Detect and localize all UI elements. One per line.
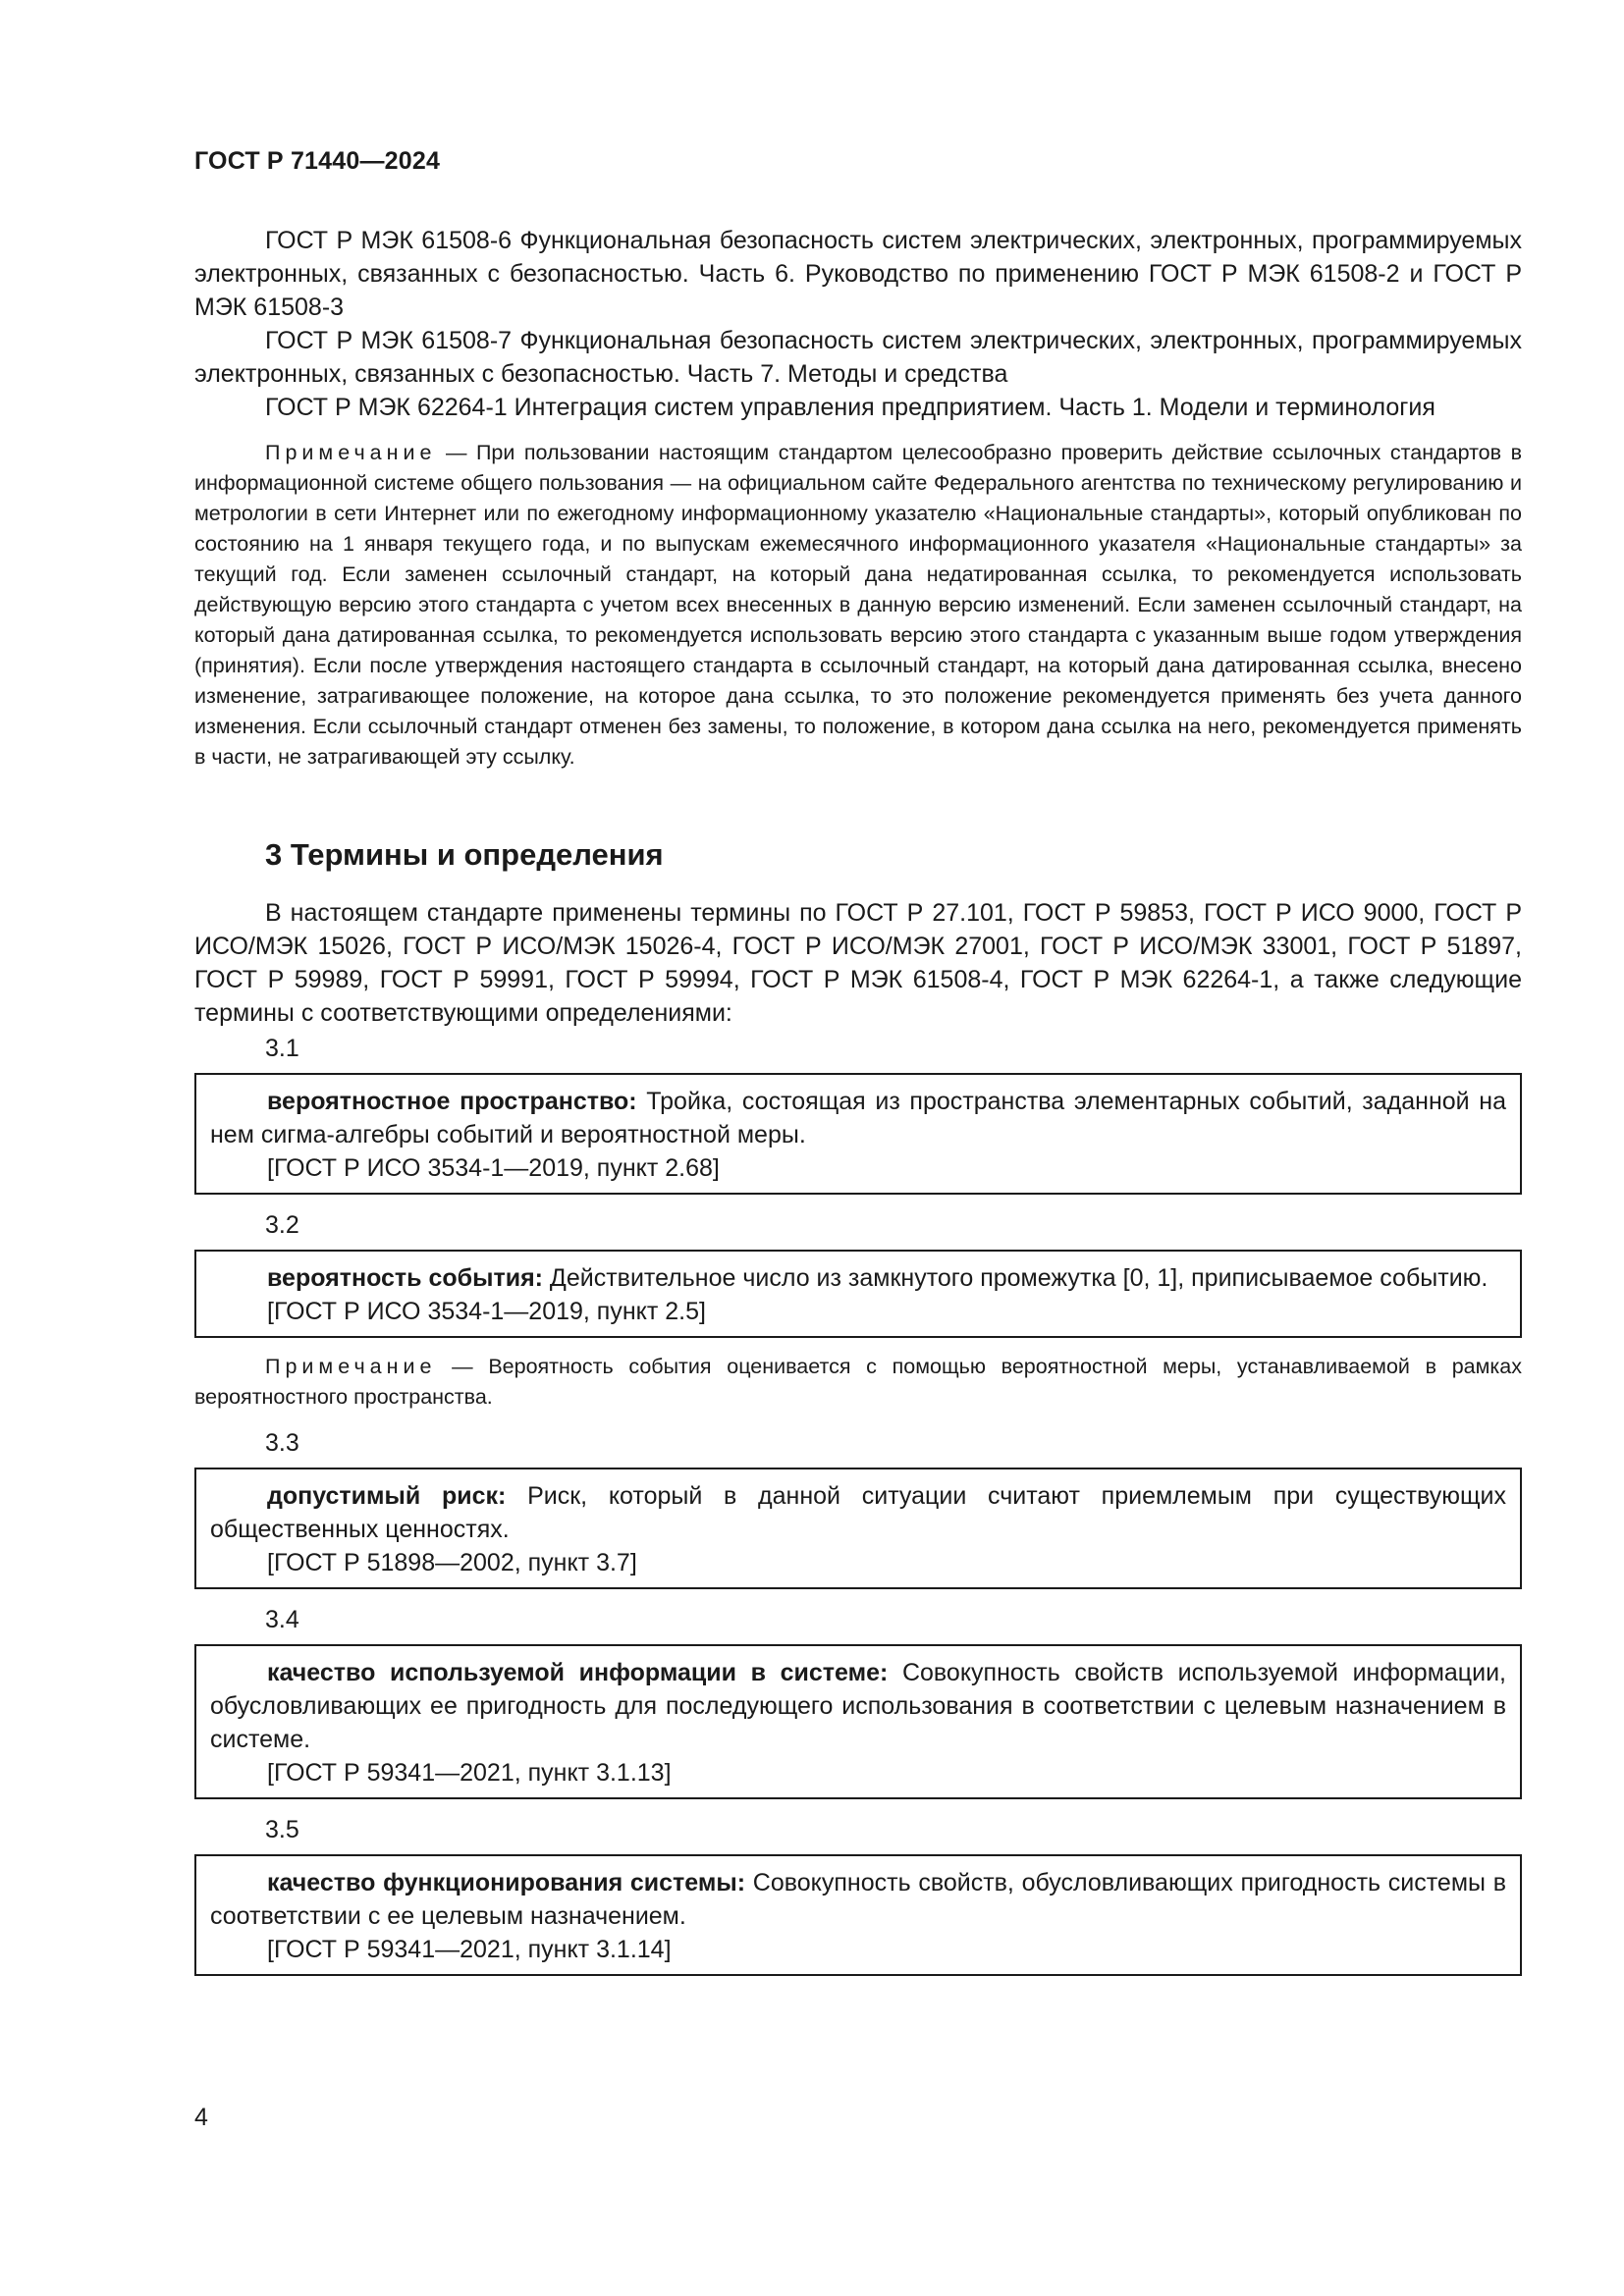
term-name: вероятностное пространство: <box>267 1088 637 1115</box>
term-definition <box>210 1656 1506 1756</box>
term-source: [ГОСТ Р 59341—2021, пункт 3.1.13] <box>267 1759 672 1787</box>
note-text: — При пользовании настоящим стандартом целесообразно проверить действие ссылочных стандартов в информационной системе общего пользования — на официальном сайте Федерального агентства по техническому регулированию и метрологии в сети Интернет или по ежегодному информационному указателю «Национальные стандарты», который опубликован по состоянию на 1 января текущего года, и по выпускам ежемесячного информационного указателя «Национальные стандарты» за текущий год. Если заменен ссылочный стандарт, на который дана недатированная ссылка, то рекомендуется использовать действующую версию этого стандарта с учетом всех внесенных в данную версию изменений. Если заменен ссылочный стандарт, на который дана датированная ссылка, то рекомендуется использовать версию этого стандарта с указанным выше годом утверждения (принятия). Если после утверждения настоящего стандарта в ссылочный стандарт, на который дана датированная ссылка, внесено изменение, затрагивающее положение, на которое дана ссылка, то это положение рекомендуется применять без учета данного изменения. Если ссылочный стандарт отменен без замены, то положение, в котором дана ссылка на него, рекомендуется применять в части, не затрагивающей эту ссылку. <box>194 441 1522 769</box>
reference-item: ГОСТ Р МЭК 61508-6 Функциональная безопасность систем электрических, электронных, программируемых электронных, связанных с безопасностью. Часть 6. Руководство по применению ГОСТ Р МЭК 61508-2 и ГОСТ Р МЭК 61508-3 <box>194 227 1522 321</box>
section-intro: В настоящем стандарте применены термины по ГОСТ Р 27.101, ГОСТ Р 59853, ГОСТ Р ИСО 9000, ГОСТ Р ИСО/МЭК 15026, ГОСТ Р ИСО/МЭК 15026-4, ГОСТ Р ИСО/МЭК 27001, ГОСТ Р ИСО/МЭК 33001, ГОСТ Р 51897, ГОСТ Р 59989, ГОСТ Р 59991, ГОСТ Р 59994, ГОСТ Р МЭК 61508-4, ГОСТ Р МЭК 62264-1, а также следующие термины с соответствующими определениями: <box>194 899 1522 1027</box>
term-box <box>194 1250 1522 1338</box>
term-number: 3.3 <box>265 1429 299 1457</box>
term-text: Совокупность свойств используемой информации, обусловливающих ее пригодность для последующего использования в соответствии с целевым назначением в системе. <box>210 1659 1506 1753</box>
term-source: [ГОСТ Р 51898—2002, пункт 3.7] <box>267 1549 637 1576</box>
term-definition <box>210 1866 1506 1933</box>
term-box <box>194 1468 1522 1589</box>
term-text: Действительное число из замкнутого промежутка [0, 1], приписываемое событию. <box>542 1264 1489 1292</box>
term-name: качество функционирования системы: <box>267 1869 746 1896</box>
term-box <box>194 1854 1522 1976</box>
note-label: Примечание <box>265 1355 437 1378</box>
note-label: Примечание <box>265 441 437 464</box>
term-name: вероятность события: <box>267 1264 543 1292</box>
note-term <box>194 1352 1522 1413</box>
term-source: [ГОСТ Р 59341—2021, пункт 3.1.14] <box>267 1936 672 1963</box>
note-references <box>194 438 1522 773</box>
term-number: 3.4 <box>265 1606 299 1633</box>
term-name: допустимый риск: <box>267 1482 507 1510</box>
term-box <box>194 1644 1522 1799</box>
document-header-code: ГОСТ Р 71440—2024 <box>194 147 441 175</box>
term-definition <box>210 1261 1506 1295</box>
term-box <box>194 1073 1522 1195</box>
document-body <box>194 224 1522 1990</box>
term-definition <box>210 1085 1506 1151</box>
term-source: [ГОСТ Р ИСО 3534-1—2019, пункт 2.68] <box>267 1154 720 1182</box>
term-name: качество используемой информации в системе: <box>267 1659 889 1686</box>
term-number: 3.2 <box>265 1211 299 1239</box>
term-number: 3.5 <box>265 1816 299 1843</box>
page-number: 4 <box>194 2104 208 2131</box>
term-text: Тройка, состоящая из пространства элементарных событий, заданной на нем сигма-алгебры событий и вероятностной меры. <box>210 1088 1506 1148</box>
note-text: — Вероятность события оценивается с помощью вероятностной меры, устанавливаемой в рамках вероятностного пространства. <box>194 1355 1522 1409</box>
reference-item: ГОСТ Р МЭК 61508-7 Функциональная безопасность систем электрических, электронных, программируемых электронных, связанных с безопасностью. Часть 7. Методы и средства <box>194 327 1522 388</box>
term-source: [ГОСТ Р ИСО 3534-1—2019, пункт 2.5] <box>267 1298 706 1325</box>
term-definition <box>210 1479 1506 1546</box>
reference-item: ГОСТ Р МЭК 62264-1 Интеграция систем управления предприятием. Часть 1. Модели и терминология <box>265 394 1435 421</box>
term-number: 3.1 <box>265 1035 299 1062</box>
section-title: 3 Термины и определения <box>265 837 664 872</box>
term-text: Риск, который в данной ситуации считают приемлемым при существующих общественных ценностях. <box>210 1482 1507 1543</box>
term-text: Совокупность свойств, обусловливающих пригодность системы в соответствии с ее целевым назначением. <box>210 1869 1506 1930</box>
